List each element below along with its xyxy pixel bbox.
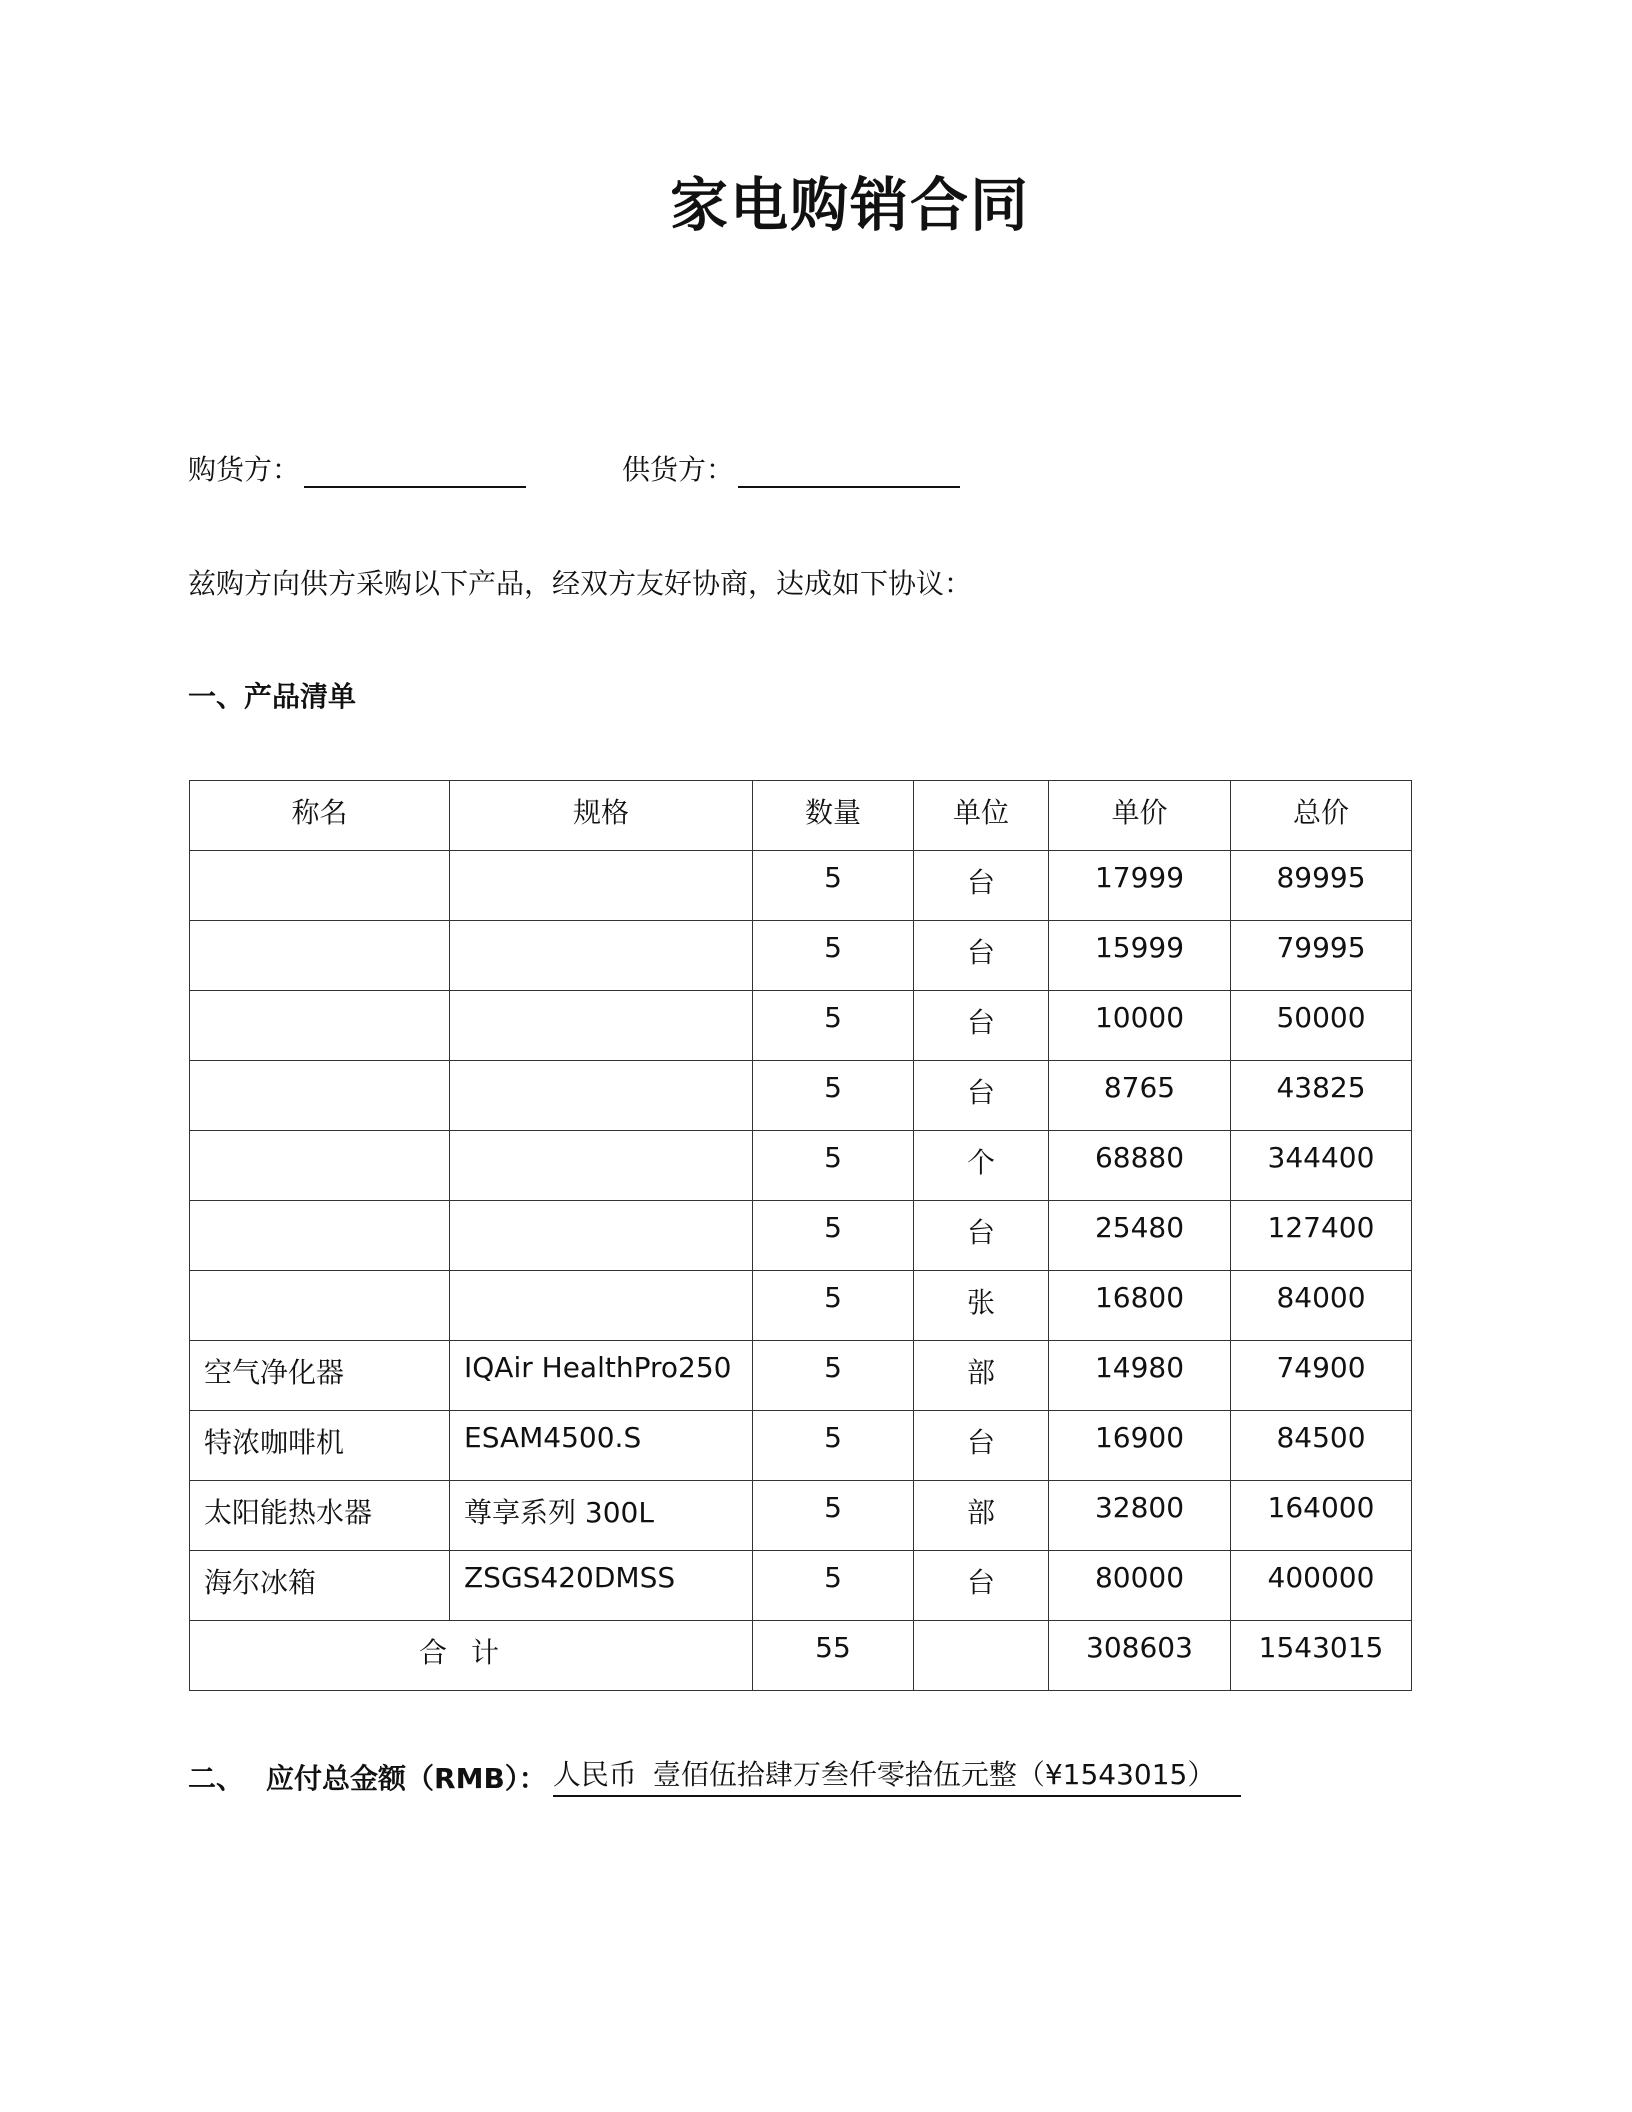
cell-total: 50000 <box>1231 991 1412 1061</box>
cell-unit: 台 <box>914 1061 1049 1131</box>
cell-unit: 个 <box>914 1131 1049 1201</box>
cell-name: 空气净化器 <box>190 1341 450 1411</box>
buyer-label: 购货方： <box>188 453 301 486</box>
payable-label-text: 应付总金额（RMB）： <box>266 1762 547 1795</box>
total-qty: 55 <box>753 1621 914 1691</box>
table-row <box>190 851 1412 921</box>
table-row <box>190 1481 1412 1551</box>
section-product-list-title: 一、产品清单 <box>188 680 357 713</box>
header-qty: 数量 <box>753 781 914 851</box>
cell-spec: 尊享系列 300L <box>450 1481 753 1551</box>
cell-spec <box>450 1201 753 1271</box>
cell-unit: 台 <box>914 1201 1049 1271</box>
table-header-row <box>190 781 1412 851</box>
cell-price: 15999 <box>1049 921 1231 991</box>
table-row <box>190 1271 1412 1341</box>
cell-spec: ESAM4500.S <box>450 1411 753 1481</box>
cell-name <box>190 1061 450 1131</box>
cell-unit: 台 <box>914 921 1049 991</box>
table-row <box>190 1131 1412 1201</box>
cell-spec: IQAir HealthPro250 <box>450 1341 753 1411</box>
cell-name <box>190 851 450 921</box>
cell-price: 16900 <box>1049 1411 1231 1481</box>
cell-total: 74900 <box>1231 1341 1412 1411</box>
cell-total: 400000 <box>1231 1551 1412 1621</box>
cell-name <box>190 1201 450 1271</box>
cell-price: 16800 <box>1049 1271 1231 1341</box>
cell-spec <box>450 851 753 921</box>
cell-qty: 5 <box>753 1271 914 1341</box>
cell-unit: 台 <box>914 1411 1049 1481</box>
supplier-blank-line[interactable] <box>738 456 960 488</box>
cell-spec: ZSGS420DMSS <box>450 1551 753 1621</box>
cell-price: 25480 <box>1049 1201 1231 1271</box>
table-row <box>190 1411 1412 1481</box>
cell-total: 344400 <box>1231 1131 1412 1201</box>
table-row <box>190 991 1412 1061</box>
buyer-blank-line[interactable] <box>304 456 526 488</box>
cell-unit: 台 <box>914 851 1049 921</box>
cell-qty: 5 <box>753 1551 914 1621</box>
supplier-label: 供货方： <box>622 453 735 486</box>
cell-spec <box>450 1271 753 1341</box>
cell-name <box>190 991 450 1061</box>
cell-name: 特浓咖啡机 <box>190 1411 450 1481</box>
header-unit: 单位 <box>914 781 1049 851</box>
cell-spec <box>450 921 753 991</box>
cell-total: 89995 <box>1231 851 1412 921</box>
cell-total: 43825 <box>1231 1061 1412 1131</box>
cell-unit: 部 <box>914 1341 1049 1411</box>
cell-spec <box>450 1061 753 1131</box>
cell-name <box>190 921 450 991</box>
header-name: 称名 <box>190 781 450 851</box>
product-table <box>189 780 1412 1691</box>
cell-qty: 5 <box>753 1061 914 1131</box>
table-total-row <box>190 1621 1412 1691</box>
cell-price: 14980 <box>1049 1341 1231 1411</box>
cell-total: 79995 <box>1231 921 1412 991</box>
cell-qty: 5 <box>753 1341 914 1411</box>
payable-label <box>188 1757 547 1797</box>
cell-unit: 张 <box>914 1271 1049 1341</box>
table-row <box>190 1341 1412 1411</box>
total-label: 合计 <box>190 1621 753 1691</box>
document-title: 家电购销合同 <box>669 171 1030 239</box>
section-number: 二、 <box>188 1762 245 1795</box>
table-row <box>190 1061 1412 1131</box>
cell-price: 32800 <box>1049 1481 1231 1551</box>
cell-spec <box>450 1131 753 1201</box>
cell-name <box>190 1271 450 1341</box>
total-unit <box>914 1621 1049 1691</box>
cell-total: 84000 <box>1231 1271 1412 1341</box>
intro-paragraph: 兹购方向供方采购以下产品，经双方友好协商，达成如下协议： <box>188 567 973 600</box>
amount-in-words: 壹佰伍拾肆万叁仟零拾伍元整（¥1543015） <box>652 1758 1216 1791</box>
supplier-field <box>622 448 960 488</box>
buyer-field <box>188 448 526 488</box>
cell-qty: 5 <box>753 991 914 1061</box>
total-amount: 1543015 <box>1231 1621 1412 1691</box>
cell-total: 127400 <box>1231 1201 1412 1271</box>
payable-amount-field[interactable] <box>553 1753 1242 1797</box>
cell-qty: 5 <box>753 921 914 991</box>
cell-name <box>190 1131 450 1201</box>
cell-qty: 5 <box>753 851 914 921</box>
payable-amount-line <box>188 1753 1241 1797</box>
cell-name: 太阳能热水器 <box>190 1481 450 1551</box>
header-total: 总价 <box>1231 781 1412 851</box>
cell-price: 17999 <box>1049 851 1231 921</box>
cell-qty: 5 <box>753 1411 914 1481</box>
cell-unit: 部 <box>914 1481 1049 1551</box>
table-row <box>190 1201 1412 1271</box>
cell-price: 8765 <box>1049 1061 1231 1131</box>
cell-name: 海尔冰箱 <box>190 1551 450 1621</box>
total-price: 308603 <box>1049 1621 1231 1691</box>
cell-price: 10000 <box>1049 991 1231 1061</box>
cell-unit: 台 <box>914 1551 1049 1621</box>
cell-unit: 台 <box>914 991 1049 1061</box>
cell-qty: 5 <box>753 1201 914 1271</box>
header-spec: 规格 <box>450 781 753 851</box>
currency-word: 人民币 <box>552 1758 637 1791</box>
header-price: 单价 <box>1049 781 1231 851</box>
cell-spec <box>450 991 753 1061</box>
cell-qty: 5 <box>753 1481 914 1551</box>
cell-total: 164000 <box>1231 1481 1412 1551</box>
table-row <box>190 921 1412 991</box>
parties-line <box>188 448 960 488</box>
cell-price: 80000 <box>1049 1551 1231 1621</box>
cell-total: 84500 <box>1231 1411 1412 1481</box>
table-row <box>190 1551 1412 1621</box>
cell-qty: 5 <box>753 1131 914 1201</box>
cell-price: 68880 <box>1049 1131 1231 1201</box>
